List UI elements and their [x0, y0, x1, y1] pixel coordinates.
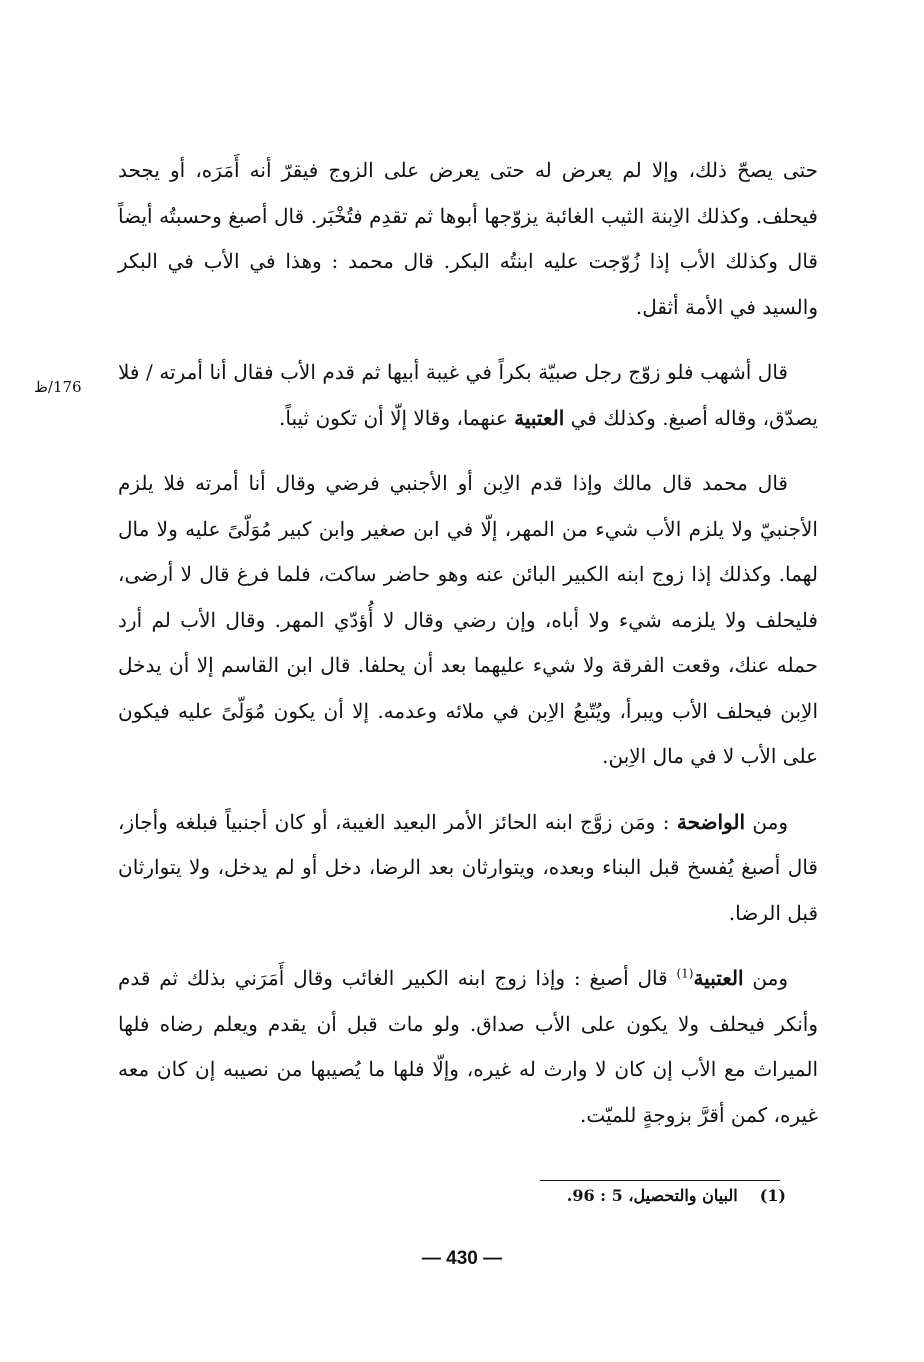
paragraph-3: قال محمد قال مالك وإذا قدم الاِبن أو الأجنبي فرضي وقال أنا أمرته فلا يلزم الأجنبيّ ولا يلزم الأب شيء من المهر، إلّا في ابن صغير وابن كبير مُوَلّىً عليه ولا مال لهما. وكذلك إذا زوج ابنه الكبير البائن عنه وهو حاضر ساكت، فلما فرغ قال لا أرضى، فليحلف ولا يلزمه شيء ولا أباه، وإن رضي وقال لا أُؤدّي المهر. وقال الأب لم أرد حمله عنك، وقعت الفرقة ولا شيء عليهما بعد أن يحلفا. قال ابن القاسم إلا أن يدخل الاِبن فيحلف الأب ويبرأ، ويُتّبعُ الاِبن في ملائه وعدمه. إلا أن يكون مُوَلّىً عليه فيكون على الأب لا في مال الاِبن.: [118, 471, 819, 768]
paragraph-1: حتى يصحّ ذلك، وإلا لم يعرض له حتى يعرض على الزوج فيقرّ أنه أَمَرَه، أو يجحد فيحلف. وكذلك الاِبنة الثيب الغائبة يزوّجها أبوها ثم تقدِم فتُخْبَر. قال أصبغ وحسبتُه أيضاً قال وكذلك الأب إذا زُوّجت عليه ابنتُه البكر. قال محمد : وهذا في الأب في البكر والسيد في الأمة أثقل.: [118, 158, 818, 319]
paragraph-5: [118, 956, 818, 1138]
footnote: [567, 1186, 786, 1205]
paragraph-2: [118, 350, 818, 441]
paragraph-2-text-start: قال أشهب فلو زوّج رجل صبيّة بكراً في غيبة أبيها ثم قدم الأب فقال أنا أمرته / فلا يصدّق، وقاله أصبغ. وكذلك في: [118, 360, 818, 430]
footnote-number: (1): [759, 1186, 786, 1205]
paragraph-5-text-end: قال أصبغ : وإذا زوج ابنه الكبير الغائب وقال أَمَرَني بذلك ثم قدم وأنكر فيحلف ولا يكون على الأب صداق. ولو مات قبل أن يقدم ويعلم رضاه فلها الميراث مع الأب إن كان لا وارث له غيره، وإلّا فلها ما يُصيبها من نصيبه إن كان معه غيره، كمن أقرَّ بزوجةٍ للميّت.: [118, 966, 819, 1127]
footnote-divider: [540, 1180, 780, 1181]
folio-marginal-note: 176/ظ: [34, 378, 82, 396]
paragraph-4-text-end: : ومَن زوَّج ابنه الحائز الأمر البعيد الغيبة، أو كان أجنبياً فبلغه وأجاز، قال أصبغ يُفسخ قبل البناء وبعده، ويتوارثان بعد الرضا، دخل أو لم يدخل، ولا يتوارثان قبل الرضا.: [118, 809, 818, 925]
main-text: [118, 148, 818, 1158]
source-name-wadiha: الواضحة: [676, 809, 746, 834]
paragraph-4-text-start: ومن: [745, 809, 788, 834]
source-name-utbiyya-2: العتبية: [693, 966, 744, 990]
page-number: — 430 —: [421, 1248, 503, 1269]
source-name-utbiyya: العتبية: [514, 405, 565, 430]
paragraph-2-text-end: عنهما، وقالا إلّا أن تكون ثيباً.: [279, 405, 515, 430]
footnote-text: البيان والتحصيل، 5 : 96.: [566, 1186, 738, 1205]
paragraph-4: [118, 800, 818, 937]
footnote-reference: (1): [676, 966, 694, 981]
paragraph-5-text-start: ومن: [743, 966, 788, 990]
